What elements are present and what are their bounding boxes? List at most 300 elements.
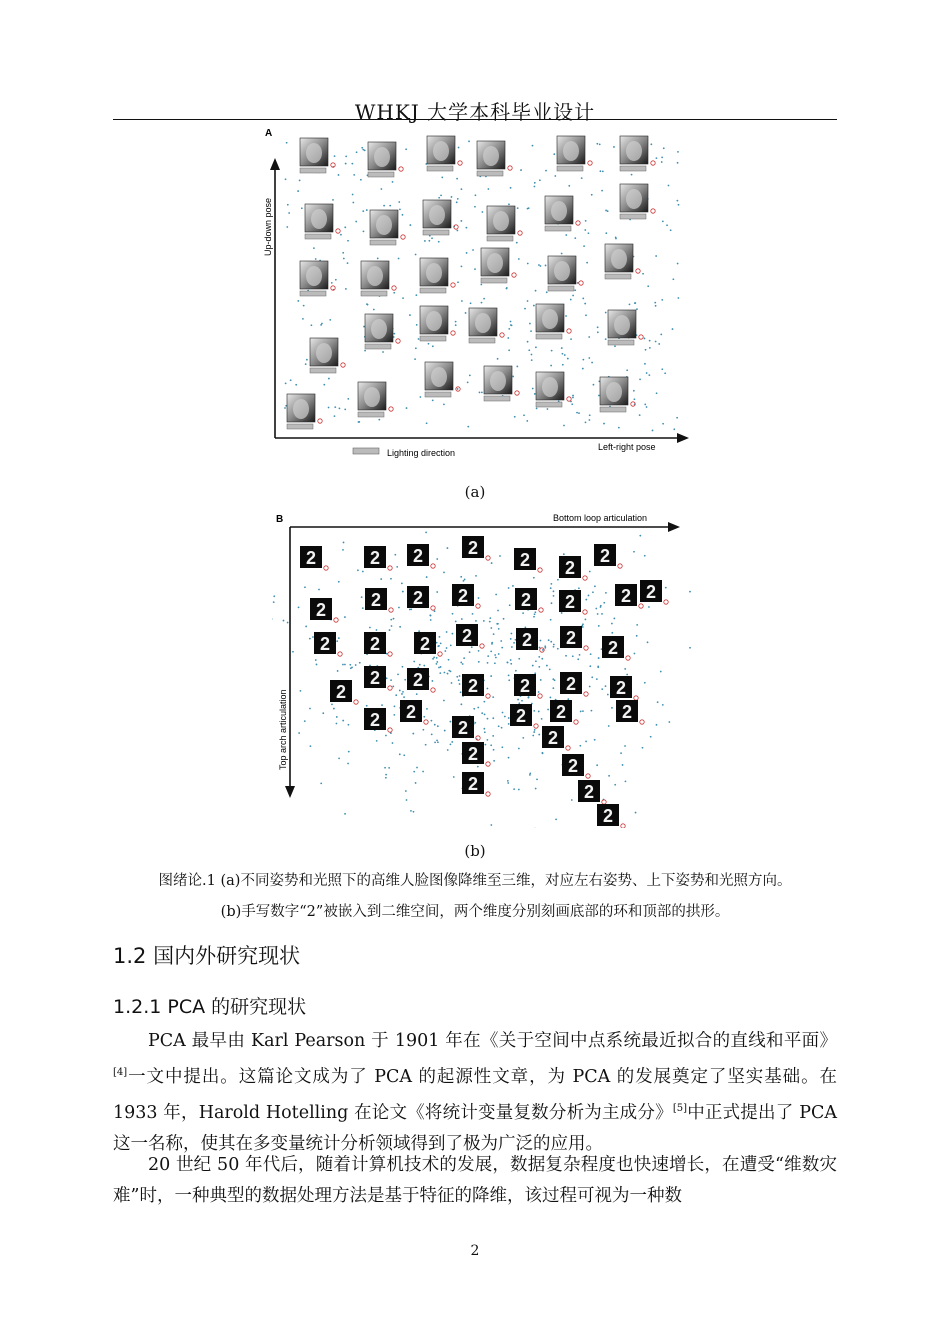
scatter-point [613, 146, 615, 148]
scatter-point [582, 623, 584, 625]
scatter-point [428, 343, 430, 345]
face-thumbnail [310, 338, 345, 373]
scatter-point [284, 407, 286, 409]
scatter-point [570, 299, 572, 301]
scatter-point [689, 591, 691, 593]
digit-thumbnail [515, 588, 543, 612]
scatter-point [611, 632, 613, 634]
scatter-point [538, 264, 540, 266]
scatter-point [677, 151, 679, 153]
scatter-point [329, 319, 331, 321]
scatter-point [416, 324, 418, 326]
scatter-point [657, 701, 659, 703]
scatter-point [553, 646, 555, 648]
scatter-point [501, 727, 503, 729]
scatter-point [601, 613, 603, 615]
digit-glyph: 2 [369, 710, 381, 730]
scatter-point [550, 583, 552, 585]
scatter-point [455, 321, 457, 323]
scatter-point [344, 409, 346, 411]
scatter-point [359, 662, 361, 664]
scatter-point [315, 659, 317, 661]
scatter-point [413, 661, 415, 663]
scatter-point [508, 757, 510, 759]
scatter-point [642, 747, 644, 749]
scatter-point [538, 656, 540, 658]
scatter-point [338, 581, 340, 583]
scatter-point [580, 711, 582, 713]
scatter-point [591, 710, 593, 712]
scatter-point [403, 754, 405, 756]
face-thumbnail [600, 377, 635, 412]
scatter-point [436, 663, 438, 665]
scatter-point [523, 414, 525, 416]
scatter-point [647, 285, 649, 287]
scatter-point [529, 772, 531, 774]
scatter-point [426, 708, 428, 710]
scatter-point [497, 358, 499, 360]
scatter-point [511, 633, 513, 635]
scatter-point [393, 292, 395, 294]
scatter-point [647, 641, 649, 643]
scatter-point [406, 407, 408, 409]
scatter-point [570, 338, 572, 340]
scatter-point [518, 658, 520, 660]
scatter-point [331, 282, 333, 284]
scatter-point [386, 677, 388, 679]
figure-b-y-axis-label: Top arch articulation [278, 689, 288, 770]
scatter-point [416, 693, 418, 695]
face-thumbnail [484, 366, 519, 401]
face-thumbnail [370, 210, 405, 245]
scatter-point [465, 227, 467, 229]
scatter-point [492, 735, 494, 737]
scatter-point [489, 617, 491, 619]
scatter-point [480, 284, 482, 286]
digit-thumbnail [616, 700, 644, 724]
scatter-point [652, 430, 654, 432]
scatter-point [633, 551, 635, 553]
scatter-point [550, 641, 552, 643]
digit-glyph: 2 [315, 600, 327, 620]
scatter-point [384, 767, 386, 769]
scatter-point [516, 242, 518, 244]
para1-text-b: 一文中提出。这篇论文成为了 PCA 的起源性文章，为 PCA 的发展奠定了坚实基础。在 1933 年，Harold Hotelling 在论文《将统计变量复数分析为主成分》 [113, 1066, 837, 1123]
scatter-point [415, 782, 417, 784]
scatter-point [614, 784, 616, 786]
scatter-point [348, 724, 350, 726]
scatter-point [487, 662, 489, 664]
scatter-point [323, 384, 325, 386]
scatter-point [562, 353, 564, 355]
scatter-point [415, 254, 417, 256]
scatter-point [478, 597, 480, 599]
scatter-point [498, 725, 500, 727]
scatter-point [660, 334, 662, 336]
scatter-point [399, 690, 401, 692]
scatter-point [620, 752, 622, 754]
scatter-point [457, 198, 459, 200]
scatter-point [342, 252, 344, 254]
scatter-point [597, 666, 599, 668]
scatter-point [447, 547, 449, 549]
scatter-point [510, 663, 512, 665]
scatter-point [487, 655, 489, 657]
scatter-point [334, 406, 336, 408]
scatter-point [518, 748, 520, 750]
scatter-point [478, 661, 480, 663]
scatter-point [309, 638, 311, 640]
scatter-point [471, 646, 473, 648]
scatter-point [498, 653, 500, 655]
scatter-point [481, 712, 483, 714]
scatter-point [490, 650, 492, 652]
scatter-point [549, 668, 551, 670]
scatter-point [287, 622, 289, 624]
digit-glyph: 2 [547, 728, 559, 748]
scatter-point [316, 664, 318, 666]
scatter-point [636, 635, 638, 637]
scatter-point [533, 616, 535, 618]
scatter-point [366, 303, 368, 305]
scatter-point [510, 659, 512, 661]
scatter-point [459, 675, 461, 677]
scatter-point [440, 666, 442, 668]
scatter-point [297, 300, 299, 302]
scatter-point [668, 721, 670, 723]
face-thumbnail [305, 204, 340, 239]
digit-thumbnail [559, 590, 587, 614]
scatter-point [430, 720, 432, 722]
scatter-point [474, 722, 476, 724]
scatter-point [331, 703, 333, 705]
scatter-point [571, 799, 573, 801]
scatter-point [286, 142, 288, 144]
citation-4: [4] [113, 1067, 128, 1078]
scatter-point [285, 382, 287, 384]
scatter-point [440, 642, 442, 644]
scatter-point [611, 623, 613, 625]
scatter-point [396, 566, 398, 568]
scatter-point [351, 163, 353, 165]
scatter-point [601, 190, 603, 192]
scatter-point [414, 358, 416, 360]
digit-glyph: 2 [564, 592, 576, 612]
scatter-point [456, 178, 458, 180]
scatter-point [381, 704, 383, 706]
scatter-point [502, 712, 504, 714]
scatter-point [361, 147, 363, 149]
scatter-point [336, 723, 338, 725]
scatter-point [534, 182, 536, 184]
scatter-point [605, 210, 607, 212]
scatter-point [405, 790, 407, 792]
scatter-point [585, 220, 587, 222]
scatter-point [518, 258, 520, 260]
digit-glyph: 2 [457, 718, 469, 738]
scatter-point [655, 255, 657, 257]
scatter-point [425, 744, 427, 746]
scatter-point [585, 422, 587, 424]
scatter-point [290, 379, 292, 381]
scatter-point [530, 330, 532, 332]
scatter-point [539, 179, 541, 181]
scatter-point [582, 368, 584, 370]
scatter-point [672, 328, 674, 330]
face-thumbnail [427, 136, 462, 171]
scatter-point [656, 724, 658, 726]
scatter-point [352, 194, 354, 196]
digit-glyph: 2 [602, 806, 614, 826]
scatter-point [595, 608, 597, 610]
digit-thumbnail [310, 598, 338, 622]
scatter-point [518, 702, 520, 704]
scatter-point [392, 742, 394, 744]
scatter-point [529, 323, 531, 325]
scatter-point [464, 579, 466, 581]
scatter-point [395, 694, 397, 696]
scatter-point [626, 369, 628, 371]
scatter-point [541, 718, 543, 720]
scatter-point [673, 428, 675, 430]
digit-glyph: 2 [515, 706, 527, 726]
scatter-point [363, 326, 365, 328]
scatter-point [494, 654, 496, 656]
digit-glyph: 2 [319, 634, 331, 654]
scatter-point [416, 767, 418, 769]
scatter-point [576, 412, 578, 414]
scatter-point [540, 679, 542, 681]
scatter-point [501, 647, 503, 649]
scatter-point [310, 745, 312, 747]
scatter-point [550, 619, 552, 621]
scatter-point [423, 716, 425, 718]
scatter-point [493, 760, 495, 762]
scatter-point [582, 710, 584, 712]
scatter-point [419, 396, 421, 398]
scatter-point [524, 308, 526, 310]
scatter-point [508, 203, 510, 205]
scatter-point [548, 639, 550, 641]
scatter-point [405, 148, 407, 150]
scatter-point [646, 406, 648, 408]
scatter-point [636, 308, 638, 310]
scatter-point [583, 245, 585, 247]
scatter-point [663, 147, 665, 149]
scatter-point [532, 665, 534, 667]
scatter-point [309, 708, 311, 710]
scatter-point [605, 232, 607, 234]
scatter-point [404, 679, 406, 681]
scatter-point [534, 611, 536, 613]
scatter-point [479, 392, 481, 394]
scatter-point [644, 338, 646, 340]
scatter-point [677, 263, 679, 265]
scatter-point [508, 717, 510, 719]
scatter-point [458, 679, 460, 681]
scatter-point [648, 374, 650, 376]
scatter-point [495, 657, 497, 659]
figure-b-digit-manifold [272, 508, 692, 828]
scatter-point [338, 757, 340, 759]
scatter-point [649, 340, 651, 342]
scatter-point [348, 751, 350, 753]
scatter-point [510, 187, 512, 189]
scatter-point [531, 359, 533, 361]
scatter-point [494, 662, 496, 664]
scatter-point [338, 174, 340, 176]
scatter-point [492, 717, 494, 719]
scatter-point [527, 341, 529, 343]
scatter-point [378, 419, 380, 421]
scatter-point [577, 282, 579, 284]
digit-glyph: 2 [369, 634, 381, 654]
scatter-point [541, 658, 543, 660]
scatter-point [534, 729, 536, 731]
scatter-point [472, 613, 474, 615]
scatter-point [366, 705, 368, 707]
scatter-point [513, 642, 515, 644]
digit-glyph: 2 [369, 668, 381, 688]
scatter-point [312, 636, 314, 638]
scatter-point [592, 591, 594, 593]
scatter-point [422, 729, 424, 731]
scatter-point [572, 395, 574, 397]
scatter-point [450, 670, 452, 672]
figure-a-face-manifold [255, 126, 695, 462]
scatter-point [473, 708, 475, 710]
scatter-point [512, 585, 514, 587]
scatter-point [295, 384, 297, 386]
scatter-point [629, 303, 631, 305]
scatter-point [639, 414, 641, 416]
figure-caption-line-2: (b)手写数字“2”被嵌入到二维空间，两个维度分别刻画底部的环和顶部的拱形。 [220, 904, 730, 920]
scatter-point [413, 811, 415, 813]
scatter-point [522, 612, 524, 614]
scatter-point [446, 647, 448, 649]
digit-glyph: 2 [461, 626, 473, 646]
scatter-point [336, 716, 338, 718]
scatter-point [487, 188, 489, 190]
header-rule [113, 119, 837, 120]
citation-5: [5] [672, 1102, 687, 1114]
scatter-point [605, 312, 607, 314]
scatter-point [483, 620, 485, 622]
scatter-point [518, 789, 520, 791]
scatter-point [273, 595, 275, 597]
scatter-point [661, 156, 663, 158]
digit-thumbnail [365, 588, 393, 612]
scatter-point [565, 234, 567, 236]
scatter-point [567, 358, 569, 360]
face-thumbnail [361, 261, 396, 296]
scatter-point [412, 733, 414, 735]
scatter-point [345, 163, 347, 165]
scatter-point [591, 676, 593, 678]
scatter-point [493, 749, 495, 751]
scatter-point [432, 680, 434, 682]
scatter-point [428, 240, 430, 242]
digit-glyph: 2 [412, 670, 424, 690]
scatter-point [444, 672, 446, 674]
scatter-point [644, 404, 646, 406]
digit-glyph: 2 [645, 582, 657, 602]
scatter-point [507, 782, 509, 784]
scatter-point [483, 298, 485, 300]
scatter-point [540, 640, 542, 642]
scatter-point [547, 709, 549, 711]
digit-glyph: 2 [520, 590, 532, 610]
scatter-point [313, 247, 315, 249]
scatter-point [536, 408, 538, 410]
scatter-point [586, 262, 588, 264]
face-thumbnail [300, 261, 335, 296]
scatter-point [460, 662, 462, 664]
scatter-point [507, 337, 509, 339]
digit-glyph: 2 [621, 702, 633, 722]
scatter-point [450, 644, 452, 646]
scatter-point [402, 691, 404, 693]
scatter-point [533, 710, 535, 712]
scatter-point [415, 294, 417, 296]
scatter-point [461, 618, 463, 620]
scatter-point [438, 667, 440, 669]
digit-glyph: 2 [555, 702, 567, 722]
scatter-point [461, 188, 463, 190]
scatter-point [401, 582, 403, 584]
scatter-point [656, 157, 658, 159]
scatter-point [475, 575, 477, 577]
scatter-point [432, 399, 434, 401]
scatter-point [447, 749, 449, 751]
scatter-point [355, 664, 357, 666]
scatter-point [594, 739, 596, 741]
digit-thumbnail [407, 586, 435, 610]
scatter-point [584, 229, 586, 231]
scatter-point [532, 145, 534, 147]
digit-thumbnail [400, 700, 428, 724]
scatter-point [347, 398, 349, 400]
scatter-point [285, 178, 287, 180]
scatter-point [305, 626, 307, 628]
figure-b-x-axis-label: Bottom loop articulation [553, 513, 648, 523]
scatter-point [662, 423, 664, 425]
scatter-point [332, 199, 334, 201]
scatter-point [436, 739, 438, 741]
scatter-point [533, 731, 535, 733]
scatter-point [424, 240, 426, 242]
scatter-point [582, 298, 584, 300]
scatter-point [596, 678, 598, 680]
scatter-point [345, 155, 347, 157]
scatter-point [611, 707, 613, 709]
scatter-point [588, 232, 590, 234]
scatter-point [322, 712, 324, 714]
scatter-point [357, 569, 359, 571]
digit-thumbnail [610, 676, 638, 700]
scatter-point [484, 731, 486, 733]
scatter-point [535, 788, 537, 790]
digit-glyph: 2 [521, 630, 533, 650]
digit-glyph: 2 [564, 558, 576, 578]
scatter-point [436, 558, 438, 560]
scatter-point [283, 620, 285, 622]
scatter-point [315, 258, 317, 260]
scatter-point [297, 190, 299, 192]
scatter-point [436, 591, 438, 593]
scatter-point [650, 143, 652, 145]
scatter-point [644, 363, 646, 365]
